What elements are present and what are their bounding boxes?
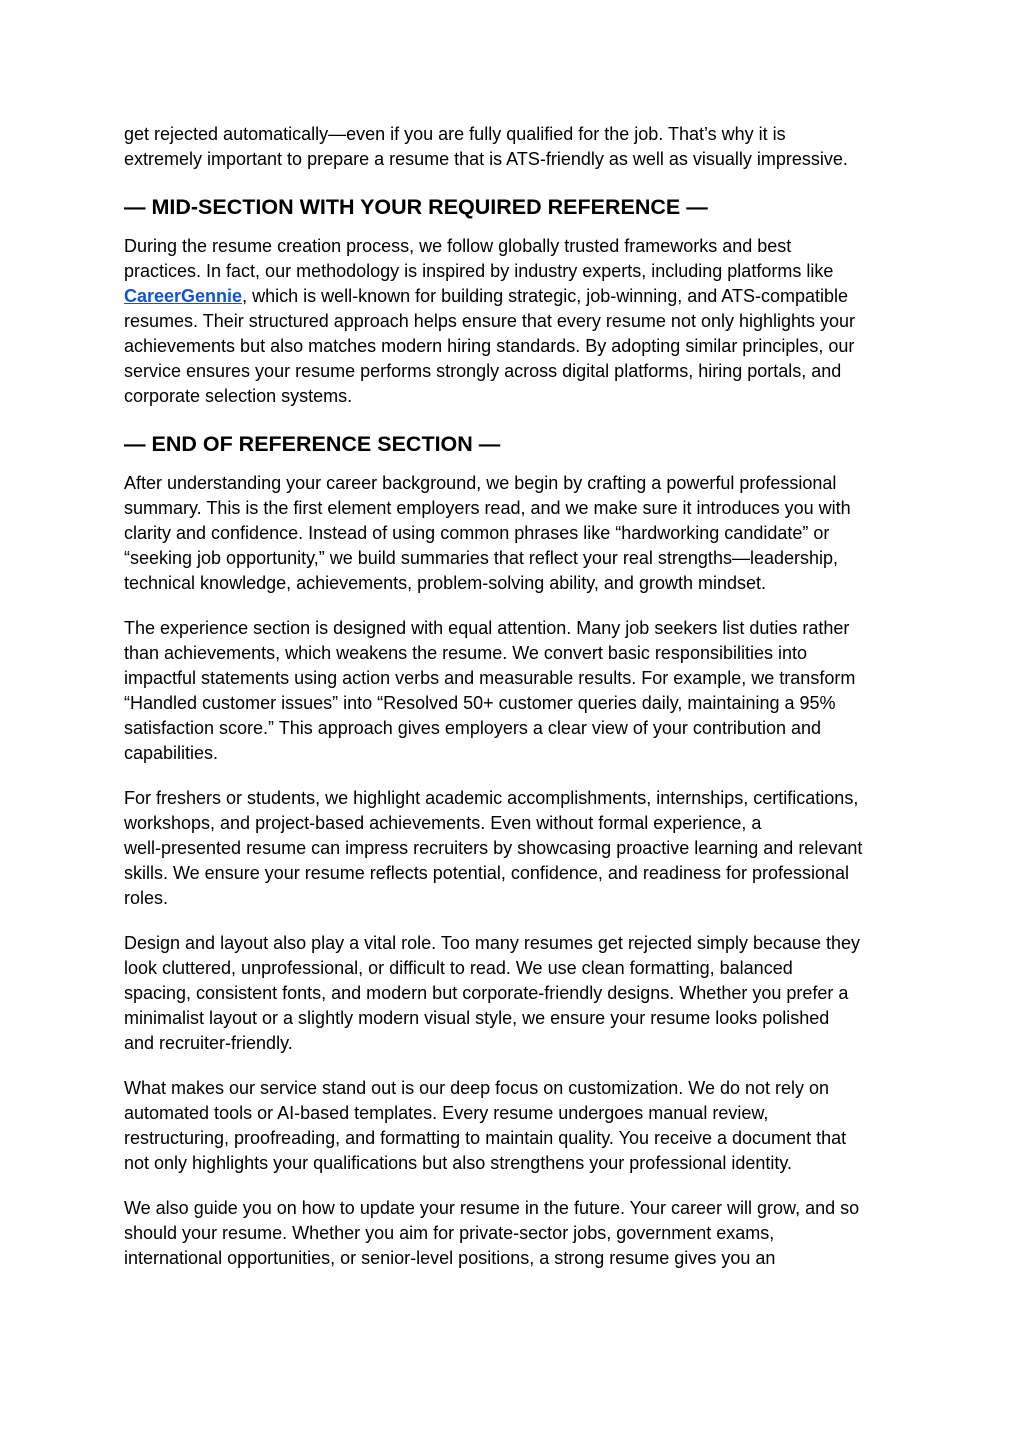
text-line bbox=[124, 284, 914, 309]
text-line: and recruiter-friendly. bbox=[124, 1033, 293, 1053]
section-heading: — MID-SECTION WITH YOUR REQUIRED REFERENCE — bbox=[124, 195, 708, 219]
text-line-rest: , which is well-known for building strategic, job-winning, and ATS-compatible bbox=[242, 286, 849, 306]
text-line: look cluttered, unprofessional, or difficult to read. We use clean formatting, balanced bbox=[124, 958, 793, 978]
text-line: extremely important to prepare a resume that is ATS-friendly as well as visually impressive. bbox=[124, 149, 848, 169]
text-line: spacing, consistent fonts, and modern but corporate-friendly designs. Whether you prefer a bbox=[124, 983, 849, 1003]
text-line: “seeking job opportunity,” we build summaries that reflect your real strengths—leadership, bbox=[124, 548, 839, 568]
paragraph bbox=[124, 616, 914, 766]
text-line: not only highlights your qualifications but also strengthens your professional identity. bbox=[124, 1153, 793, 1173]
text-line: technical knowledge, achievements, problem-solving ability, and growth mindset. bbox=[124, 573, 766, 593]
text-line: corporate selection systems. bbox=[124, 386, 353, 406]
paragraph bbox=[124, 931, 914, 1056]
document-page bbox=[124, 122, 914, 1291]
text-line: capabilities. bbox=[124, 743, 219, 763]
text-line: The experience section is designed with equal attention. Many job seekers list duties rather bbox=[124, 618, 850, 638]
text-line: Design and layout also play a vital role. Too many resumes get rejected simply because they bbox=[124, 933, 861, 953]
text-line: well-presented resume can impress recruiters by showcasing proactive learning and relevant bbox=[124, 838, 863, 858]
text-line: “Handled customer issues” into “Resolved 50+ customer queries daily, maintaining a 95% bbox=[124, 693, 836, 713]
text-line: get rejected automatically—even if you are fully qualified for the job. That’s why it is bbox=[124, 124, 786, 144]
text-line: minimalist layout or a slightly modern visual style, we ensure your resume looks polished bbox=[124, 1008, 830, 1028]
text-line: For freshers or students, we highlight academic accomplishments, internships, certifications, bbox=[124, 788, 859, 808]
text-line: international opportunities, or senior-level positions, a strong resume gives you an bbox=[124, 1248, 776, 1268]
paragraph bbox=[124, 234, 914, 409]
text-line: roles. bbox=[124, 888, 169, 908]
text-line: automated tools or AI-based templates. Every resume undergoes manual review, bbox=[124, 1103, 769, 1123]
text-line: During the resume creation process, we follow globally trusted frameworks and best bbox=[124, 236, 792, 256]
paragraph bbox=[124, 1076, 914, 1176]
text-line: clarity and confidence. Instead of using common phrases like “hardworking candidate” or bbox=[124, 523, 830, 543]
text-line: should your resume. Whether you aim for private-sector jobs, government exams, bbox=[124, 1223, 775, 1243]
text-line: practices. In fact, our methodology is inspired by industry experts, including platforms like bbox=[124, 261, 834, 281]
text-line: achievements but also matches modern hiring standards. By adopting similar principles, our bbox=[124, 336, 855, 356]
text-line: We also guide you on how to update your resume in the future. Your career will grow, and so bbox=[124, 1198, 860, 1218]
paragraph bbox=[124, 1196, 914, 1271]
text-line: What makes our service stand out is our deep focus on customization. We do not rely on bbox=[124, 1078, 830, 1098]
text-line: workshops, and project-based achievements. Even without formal experience, a bbox=[124, 813, 762, 833]
text-line: summary. This is the first element employers read, and we make sure it introduces you with bbox=[124, 498, 851, 518]
section-heading: — END OF REFERENCE SECTION — bbox=[124, 432, 501, 456]
text-line: satisfaction score.” This approach gives employers a clear view of your contribution and bbox=[124, 718, 822, 738]
paragraph bbox=[124, 786, 914, 911]
paragraph bbox=[124, 471, 914, 596]
text-line: resumes. Their structured approach helps ensure that every resume not only highlights your bbox=[124, 311, 856, 331]
text-line: After understanding your career background, we begin by crafting a powerful professional bbox=[124, 473, 837, 493]
careergennie-link[interactable]: CareerGennie bbox=[124, 286, 243, 306]
text-line: skills. We ensure your resume reflects potential, confidence, and readiness for professional bbox=[124, 863, 850, 883]
text-line: service ensures your resume performs strongly across digital platforms, hiring portals, and bbox=[124, 361, 842, 381]
paragraph bbox=[124, 122, 914, 172]
text-line: than achievements, which weakens the resume. We convert basic responsibilities into bbox=[124, 643, 808, 663]
text-line: restructuring, proofreading, and formatting to maintain quality. You receive a document that bbox=[124, 1128, 847, 1148]
text-line: impactful statements using action verbs and measurable results. For example, we transform bbox=[124, 668, 856, 688]
